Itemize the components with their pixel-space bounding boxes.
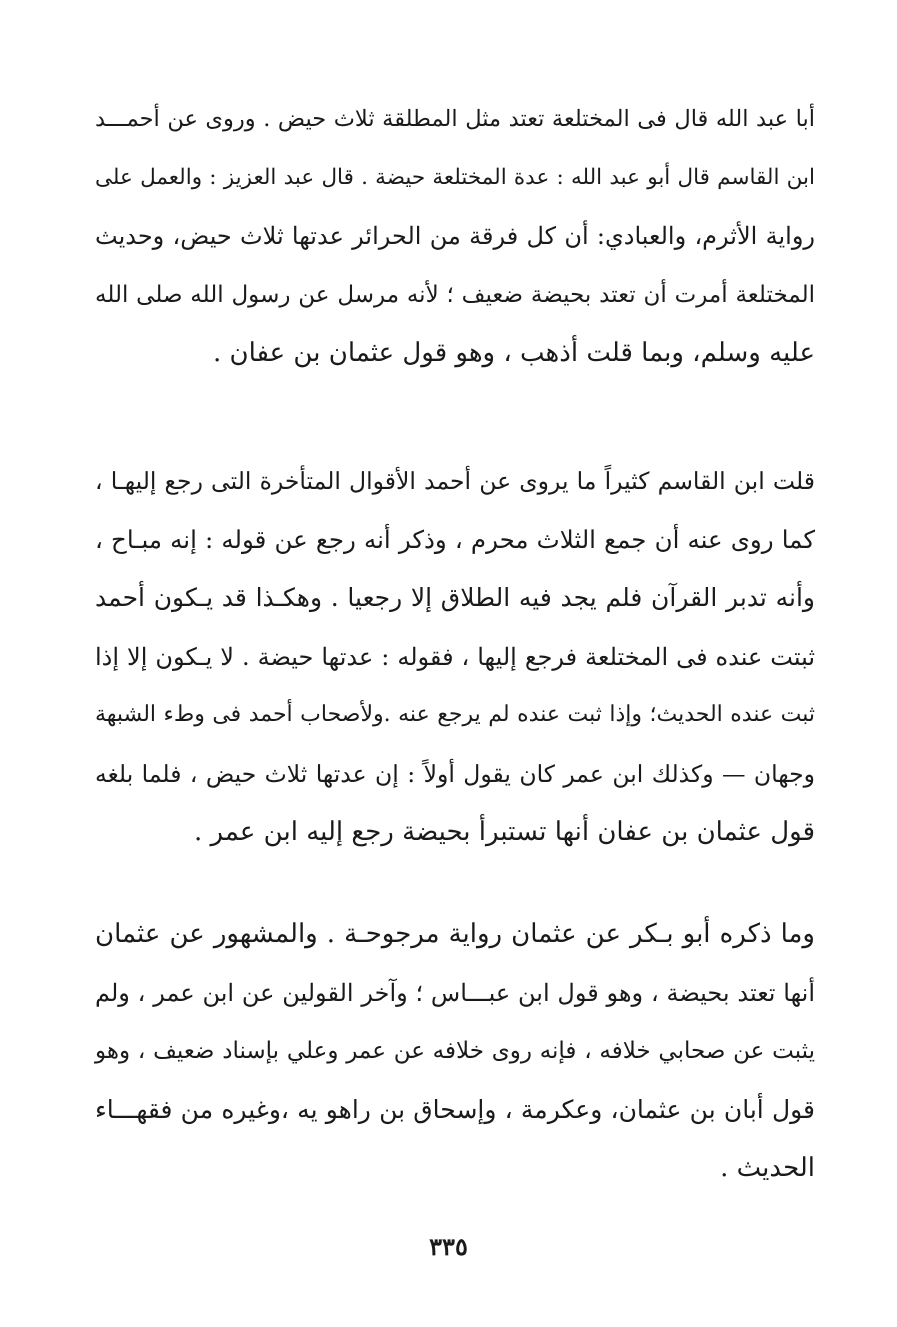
text-line: قلت ابن القاسم كثيراً ما يروى عن أحمد الأقوال المتأخرة التى رجع إليهـا ، [95,467,815,495]
text-line: أنها تعتد بحيضة ، وهو قول ابن عبـــاس ؛ وآخر القولين عن ابن عمر ، ولم [95,978,815,1007]
paragraph-3 [95,905,815,1198]
text-line: رواية الأثرم، والعبادي: أن كل فرقة من الحرائر عدتها ثلاث حيض، وحديث [95,222,815,250]
text-line: ثبتت عنده فى المختلعة فرجع إليها ، فقوله : عدتها حيضة . لا يـكون إلا إذا [95,642,815,671]
paragraph-1 [95,90,815,383]
text-line: أبا عبد الله قال فى المختلعة تعتد مثل المطلقة ثلاث حيض . وروى عن أحمـــد [95,106,815,132]
text-line: وما ذكره أبو بـكر عن عثمان رواية مرجوحـة . والمشهور عن عثمان [95,919,815,949]
text-line: وأنه تدبر القرآن فلم يجد فيه الطلاق إلا رجعيا . وهكـذا قد يـكون أحمد [95,583,815,612]
paragraph-2 [95,452,815,862]
text-line: كما روى عنه أن جمع الثلاث محرم ، وذكر أنه رجع عن قوله : إنه مبـاح ، [95,524,815,554]
text-line: قول أبان بن عثمان، وعكرمة ، وإسحاق بن راهو يه ،وغيره من فقهـــاء [95,1094,815,1124]
text-line: ثبت عنده الحديث؛ وإذا ثبت عنده لم يرجع عنه .ولأصحاب أحمد فى وطء الشبهة [95,702,815,727]
text-line: المختلعة أمرت أن تعتد بحيضة ضعيف ؛ لأنه مرسل عن رسول الله صلى الله [95,281,815,308]
text-line: وجهان — وكذلك ابن عمر كان يقول أولاً : إن عدتها ثلاث حيض ، فلما بلغه [95,759,815,788]
text-line: قول عثمان بن عفان أنها تستبرأ بحيضة رجع إليه ابن عمر . [194,817,815,847]
page-number: ٣٣٥ [429,1232,468,1261]
text-line: يثبت عن صحابي خلافه ، فإنه روى خلافه عن عمر وعلي بإسناد ضعيف ، وهو [95,1038,815,1064]
text-line: عليه وسلم، وبما قلت أذهب ، وهو قول عثمان بن عفان . [212,338,815,368]
text-line: ابن القاسم قال أبو عبد الله : عدة المختلعة حيضة . قال عبد العزيز : والعمل على [95,164,815,190]
text-line: الحديث . [720,1153,815,1183]
